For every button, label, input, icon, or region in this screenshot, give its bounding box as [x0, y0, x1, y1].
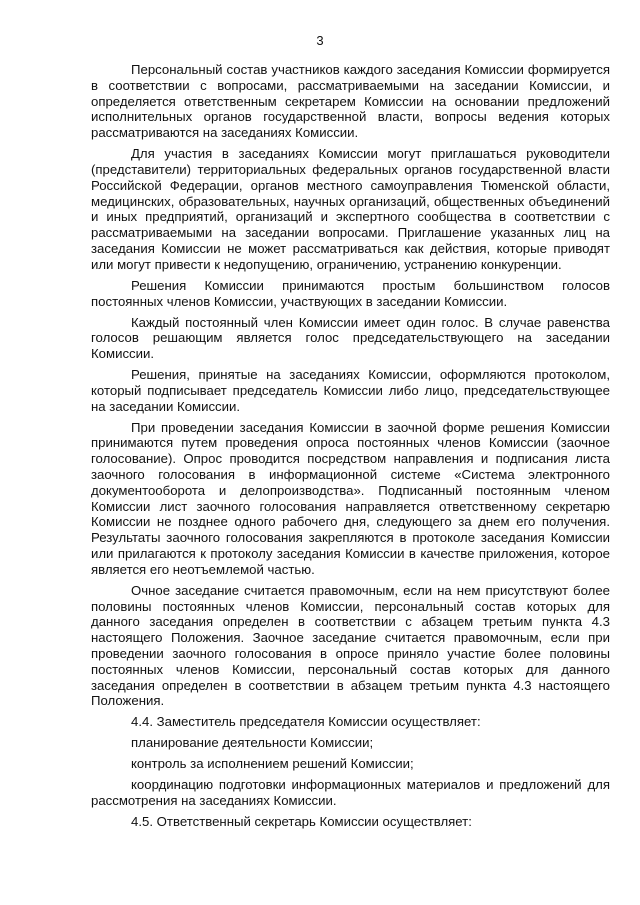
- list-item-control: контроль за исполнением решений Комиссии;: [131, 756, 414, 772]
- paragraph-absentee-voting: При проведении заседания Комиссии в заочной форме решения Комиссии принимаются путем проведения опроса постоянных членов Комиссии (заочное голосование). Опрос проводится посредством направления и подписания листа заочного голосования в информационной системе «Система электронного документооборота и делопроизводства». Подписанный постоянным членом Комиссии лист заочного голосования направляется ответственному секретарю Комиссии не позднее одного рабочего дня, следующего за днем его получения. Результаты заочного голосования закрепляются в протоколе заседания Комиссии или прилагаются к протоколу заседания Комиссии в качестве приложения, которое является его неотъемлемой частью.: [91, 419, 610, 577]
- paragraph-one-vote: Каждый постоянный член Комиссии имеет один голос. В случае равенства голосов решающим является голос председательствующего на заседании Комиссии.: [91, 314, 610, 362]
- document-body: [91, 62, 610, 835]
- paragraph-quorum: Очное заседание считается правомочным, если на нем присутствуют более половины постоянных членов Комиссии, персональный состав которых для данного заседания определен в соответствии с абзацем третьим пункта 4.3 настоящего Положения. Заочное заседание считается правомочным, если при проведении заочного голосования в опросе приняло участие более половины постоянных членов Комиссии, персональный состав которых для данного заседания определен в соответствии в абзацем третьим пункта 4.3 настоящего Положения.: [91, 582, 610, 709]
- list-item-coordination: координацию подготовки информационных материалов и предложений для рассмотрения на заседаниях Комиссии.: [91, 777, 610, 809]
- paragraph-decision-majority: Решения Комиссии принимаются простым большинством голосов постоянных членов Комиссии, участвующих в заседании Комиссии.: [91, 277, 610, 309]
- page-number: 3: [316, 33, 324, 48]
- list-item-planning: планирование деятельности Комиссии;: [131, 735, 374, 751]
- paragraph-invited-participants: Для участия в заседаниях Комиссии могут приглашаться руководители (представители) территориальных федеральных органов государственной власти Российской Федерации, органов местного самоуправления Тюменской области, медицинских, образовательных, научных организаций, общественных объединений и иных предприятий, организаций и экспертного сообщества в соответствии с рассматриваемыми на заседании вопросами. Приглашение указанных лиц на заседания Комиссии не может рассматриваться как действия, которые приводят или могут привести к недопущению, ограничению, устранению конкуренции.: [91, 146, 610, 272]
- paragraph-section-4-4: 4.4. Заместитель председателя Комиссии осуществляет:: [131, 714, 481, 730]
- paragraph-section-4-5: 4.5. Ответственный секретарь Комиссии осуществляет:: [131, 814, 472, 830]
- paragraph-participants-composition: Персональный состав участников каждого заседания Комиссии формируется в соответствии с вопросами, рассматриваемыми на заседании Комиссии, и определяется ответственным секретарем Комиссии на основании предложений исполнительных органов государственной власти, вопросы ведения которых рассматриваются на заседаниях Комиссии.: [91, 62, 610, 141]
- paragraph-protocol: Решения, принятые на заседаниях Комиссии, оформляются протоколом, который подписывает председатель Комиссии либо лицо, председательствующее на заседании Комиссии.: [91, 367, 610, 414]
